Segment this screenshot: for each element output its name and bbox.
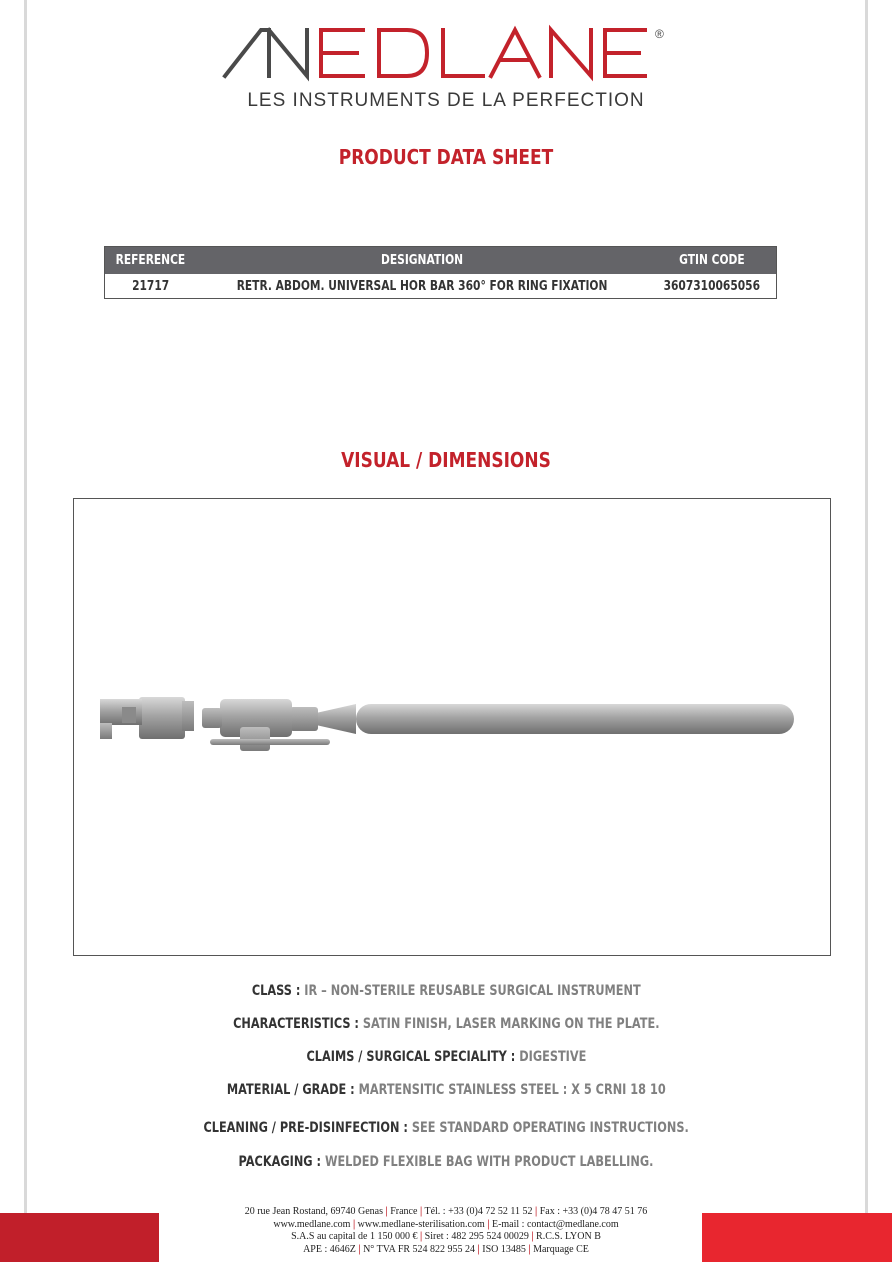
- reference-cell: 21717: [132, 278, 170, 294]
- surgical-bar-instrument-icon: [94, 689, 799, 769]
- footer-line-certifications: APE : 4646Z | N° TVA FR 524 822 955 24 | ISO 13485 | Marquage CE: [303, 1243, 589, 1255]
- visual-frame: [73, 498, 831, 956]
- gtin-code-cell: 3607310065056: [663, 278, 761, 294]
- visual-dimensions-title: VISUAL / DIMENSIONS: [341, 448, 551, 472]
- brand-name: MEDLANE: [221, 22, 226, 23]
- spec-packaging: PACKAGING : WELDED FLEXIBLE BAG WITH PRODUCT LABELLING.: [238, 1154, 654, 1170]
- table-header-row: [105, 247, 777, 275]
- spec-material-grade: MATERIAL / GRADE : MARTENSITIC STAINLESS STEEL : X 5 CRNI 18 10: [226, 1082, 666, 1098]
- spec-surgical-speciality: CLAIMS / SURGICAL SPECIALITY : DIGESTIVE: [306, 1049, 586, 1065]
- footer-line-legal: S.A.S au capital de 1 150 000 € | Siret : 482 295 524 00029 | R.C.S. LYON B: [291, 1231, 601, 1242]
- product-data-sheet-title: PRODUCT DATA SHEET: [338, 145, 554, 169]
- table-row: [105, 274, 777, 299]
- column-header-gtin-code: GTIN CODE: [648, 247, 776, 275]
- product-reference-table: [104, 246, 777, 299]
- footer-company-info: [0, 1206, 892, 1256]
- registered-mark: ®: [655, 27, 664, 41]
- spec-characteristics: CHARACTERISTICS : SATIN FINISH, LASER MARKING ON THE PLATE.: [232, 1016, 660, 1032]
- brand-tagline: LES INSTRUMENTS DE LA PERFECTION: [247, 90, 645, 111]
- column-header-designation: DESIGNATION: [196, 247, 648, 275]
- spec-cleaning: CLEANING / PRE-DISINFECTION : SEE STANDARD OPERATING INSTRUCTIONS.: [203, 1120, 689, 1136]
- footer-line-web: www.medlane.com | www.medlane-sterilisation.com | E-mail : contact@medlane.com: [273, 1218, 619, 1230]
- designation-cell: RETR. ABDOM. UNIVERSAL HOR BAR 360° FOR RING FIXATION: [236, 278, 608, 294]
- right-border-line: [865, 0, 868, 1216]
- column-header-reference: REFERENCE: [105, 247, 197, 275]
- left-border-line: [24, 0, 27, 1216]
- spec-class: CLASS : IR – NON-STERILE REUSABLE SURGICAL INSTRUMENT: [251, 983, 641, 999]
- footer-line-address: 20 rue Jean Rostand, 69740 Genas | France | Tél. : +33 (0)4 72 52 11 52 | Fax : +33 (0)4 78 47 51 76: [244, 1206, 648, 1217]
